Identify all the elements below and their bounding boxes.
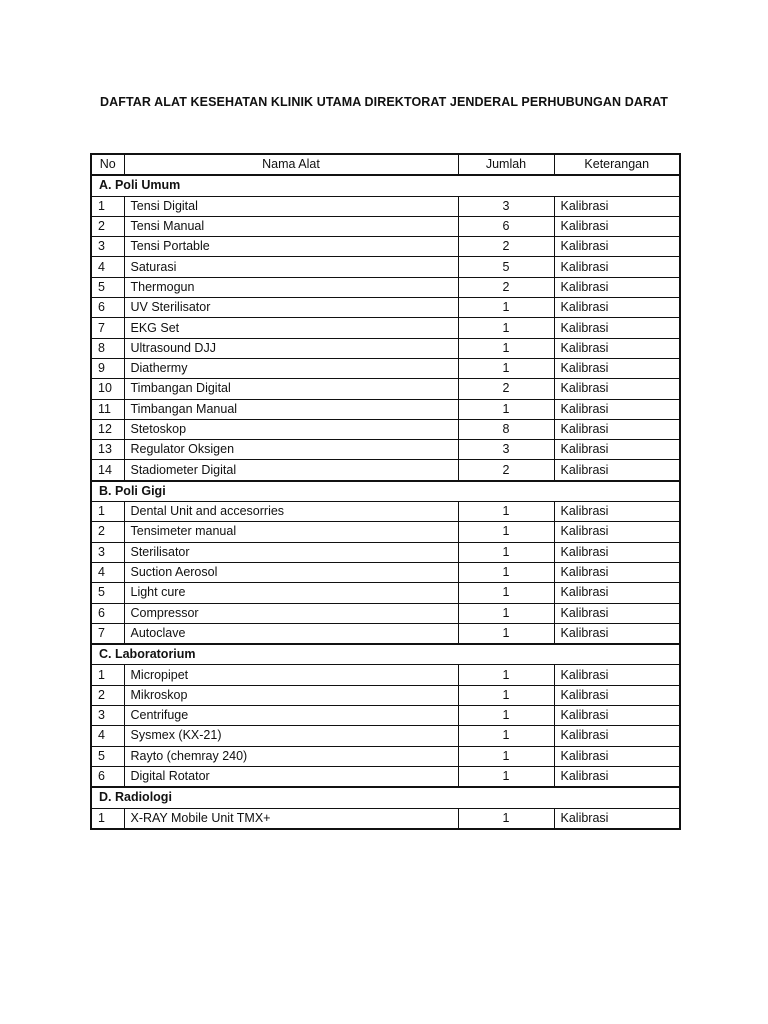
section-row xyxy=(91,787,680,808)
equipment-quantity: 1 xyxy=(458,298,554,318)
table-row xyxy=(91,542,680,562)
table-row xyxy=(91,502,680,522)
equipment-quantity: 3 xyxy=(458,440,554,460)
equipment-quantity: 1 xyxy=(458,583,554,603)
equipment-quantity: 2 xyxy=(458,379,554,399)
row-number: 1 xyxy=(91,502,124,522)
table-row xyxy=(91,726,680,746)
table-row xyxy=(91,358,680,378)
equipment-note: Kalibrasi xyxy=(554,562,680,582)
equipment-quantity: 1 xyxy=(458,562,554,582)
row-number: 1 xyxy=(91,196,124,216)
equipment-name: Mikroskop xyxy=(124,685,458,705)
equipment-name: Stadiometer Digital xyxy=(124,460,458,481)
row-number: 13 xyxy=(91,440,124,460)
row-number: 1 xyxy=(91,808,124,829)
row-number: 3 xyxy=(91,706,124,726)
equipment-quantity: 1 xyxy=(458,685,554,705)
section-title: D. Radiologi xyxy=(91,787,680,808)
header-keterangan: Keterangan xyxy=(554,154,680,175)
table-row xyxy=(91,562,680,582)
equipment-note: Kalibrasi xyxy=(554,808,680,829)
table-row xyxy=(91,746,680,766)
table-row xyxy=(91,583,680,603)
equipment-name: X-RAY Mobile Unit TMX+ xyxy=(124,808,458,829)
table-row xyxy=(91,460,680,481)
row-number: 3 xyxy=(91,542,124,562)
equipment-note: Kalibrasi xyxy=(554,399,680,419)
table-row xyxy=(91,808,680,829)
equipment-name: Tensi Portable xyxy=(124,237,458,257)
equipment-quantity: 6 xyxy=(458,216,554,236)
equipment-name: UV Sterilisator xyxy=(124,298,458,318)
equipment-name: Timbangan Digital xyxy=(124,379,458,399)
table-row xyxy=(91,665,680,685)
section-title: A. Poli Umum xyxy=(91,175,680,196)
equipment-name: Sysmex (KX-21) xyxy=(124,726,458,746)
table-row xyxy=(91,338,680,358)
equipment-name: Tensi Manual xyxy=(124,216,458,236)
equipment-name: Compressor xyxy=(124,603,458,623)
equipment-name: Ultrasound DJJ xyxy=(124,338,458,358)
equipment-note: Kalibrasi xyxy=(554,623,680,644)
row-number: 6 xyxy=(91,298,124,318)
equipment-note: Kalibrasi xyxy=(554,726,680,746)
row-number: 5 xyxy=(91,746,124,766)
equipment-quantity: 1 xyxy=(458,603,554,623)
equipment-note: Kalibrasi xyxy=(554,766,680,787)
header-nama-alat: Nama Alat xyxy=(124,154,458,175)
equipment-name: Suction Aerosol xyxy=(124,562,458,582)
equipment-quantity: 1 xyxy=(458,358,554,378)
equipment-name: Tensi Digital xyxy=(124,196,458,216)
equipment-quantity: 1 xyxy=(458,726,554,746)
equipment-quantity: 1 xyxy=(458,542,554,562)
table-row xyxy=(91,216,680,236)
equipment-name: Sterilisator xyxy=(124,542,458,562)
equipment-quantity: 2 xyxy=(458,460,554,481)
table-row xyxy=(91,685,680,705)
row-number: 2 xyxy=(91,685,124,705)
row-number: 3 xyxy=(91,237,124,257)
equipment-name: Light cure xyxy=(124,583,458,603)
section-row xyxy=(91,175,680,196)
equipment-note: Kalibrasi xyxy=(554,603,680,623)
table-row xyxy=(91,277,680,297)
row-number: 5 xyxy=(91,583,124,603)
row-number: 11 xyxy=(91,399,124,419)
row-number: 6 xyxy=(91,603,124,623)
equipment-name: Tensimeter manual xyxy=(124,522,458,542)
table-row xyxy=(91,522,680,542)
row-number: 7 xyxy=(91,318,124,338)
equipment-quantity: 8 xyxy=(458,419,554,439)
equipment-name: Diathermy xyxy=(124,358,458,378)
equipment-note: Kalibrasi xyxy=(554,318,680,338)
equipment-quantity: 1 xyxy=(458,399,554,419)
table-body xyxy=(91,175,680,829)
section-title: B. Poli Gigi xyxy=(91,481,680,502)
row-number: 10 xyxy=(91,379,124,399)
equipment-note: Kalibrasi xyxy=(554,522,680,542)
table-row xyxy=(91,766,680,787)
row-number: 4 xyxy=(91,257,124,277)
table-row xyxy=(91,623,680,644)
equipment-note: Kalibrasi xyxy=(554,358,680,378)
table-row xyxy=(91,298,680,318)
equipment-name: Timbangan Manual xyxy=(124,399,458,419)
equipment-name: Autoclave xyxy=(124,623,458,644)
row-number: 2 xyxy=(91,522,124,542)
equipment-name: Thermogun xyxy=(124,277,458,297)
equipment-name: Rayto (chemray 240) xyxy=(124,746,458,766)
equipment-name: Dental Unit and accesorries xyxy=(124,502,458,522)
equipment-note: Kalibrasi xyxy=(554,665,680,685)
equipment-quantity: 1 xyxy=(458,338,554,358)
row-number: 1 xyxy=(91,665,124,685)
row-number: 4 xyxy=(91,562,124,582)
header-no: No xyxy=(91,154,124,175)
row-number: 8 xyxy=(91,338,124,358)
equipment-note: Kalibrasi xyxy=(554,685,680,705)
equipment-note: Kalibrasi xyxy=(554,277,680,297)
equipment-quantity: 1 xyxy=(458,766,554,787)
equipment-quantity: 5 xyxy=(458,257,554,277)
table-row xyxy=(91,419,680,439)
equipment-quantity: 1 xyxy=(458,502,554,522)
row-number: 4 xyxy=(91,726,124,746)
equipment-name: Saturasi xyxy=(124,257,458,277)
table-row xyxy=(91,257,680,277)
equipment-quantity: 3 xyxy=(458,196,554,216)
table-row xyxy=(91,603,680,623)
equipment-note: Kalibrasi xyxy=(554,440,680,460)
table-header-row xyxy=(91,154,680,175)
equipment-quantity: 1 xyxy=(458,746,554,766)
row-number: 7 xyxy=(91,623,124,644)
table-row xyxy=(91,399,680,419)
page-title: DAFTAR ALAT KESEHATAN KLINIK UTAMA DIREKTORAT JENDERAL PERHUBUNGAN DARAT xyxy=(99,95,669,109)
equipment-quantity: 2 xyxy=(458,237,554,257)
section-row xyxy=(91,481,680,502)
equipment-note: Kalibrasi xyxy=(554,502,680,522)
header-jumlah: Jumlah xyxy=(458,154,554,175)
table-row xyxy=(91,318,680,338)
row-number: 9 xyxy=(91,358,124,378)
equipment-note: Kalibrasi xyxy=(554,237,680,257)
row-number: 5 xyxy=(91,277,124,297)
section-row xyxy=(91,644,680,665)
equipment-name: Stetoskop xyxy=(124,419,458,439)
equipment-table xyxy=(90,153,681,830)
equipment-quantity: 2 xyxy=(458,277,554,297)
table-row xyxy=(91,706,680,726)
equipment-name: Digital Rotator xyxy=(124,766,458,787)
equipment-note: Kalibrasi xyxy=(554,257,680,277)
section-title: C. Laboratorium xyxy=(91,644,680,665)
equipment-name: Centrifuge xyxy=(124,706,458,726)
equipment-quantity: 1 xyxy=(458,808,554,829)
table-row xyxy=(91,237,680,257)
equipment-note: Kalibrasi xyxy=(554,746,680,766)
equipment-note: Kalibrasi xyxy=(554,706,680,726)
row-number: 12 xyxy=(91,419,124,439)
equipment-quantity: 1 xyxy=(458,665,554,685)
equipment-name: Micropipet xyxy=(124,665,458,685)
equipment-quantity: 1 xyxy=(458,623,554,644)
equipment-note: Kalibrasi xyxy=(554,216,680,236)
equipment-quantity: 1 xyxy=(458,318,554,338)
table-row xyxy=(91,440,680,460)
row-number: 2 xyxy=(91,216,124,236)
equipment-quantity: 1 xyxy=(458,706,554,726)
equipment-name: Regulator Oksigen xyxy=(124,440,458,460)
equipment-note: Kalibrasi xyxy=(554,298,680,318)
equipment-note: Kalibrasi xyxy=(554,338,680,358)
equipment-note: Kalibrasi xyxy=(554,196,680,216)
row-number: 14 xyxy=(91,460,124,481)
equipment-note: Kalibrasi xyxy=(554,460,680,481)
table-row xyxy=(91,379,680,399)
equipment-note: Kalibrasi xyxy=(554,542,680,562)
row-number: 6 xyxy=(91,766,124,787)
equipment-quantity: 1 xyxy=(458,522,554,542)
equipment-note: Kalibrasi xyxy=(554,583,680,603)
equipment-name: EKG Set xyxy=(124,318,458,338)
table-row xyxy=(91,196,680,216)
equipment-note: Kalibrasi xyxy=(554,419,680,439)
equipment-note: Kalibrasi xyxy=(554,379,680,399)
